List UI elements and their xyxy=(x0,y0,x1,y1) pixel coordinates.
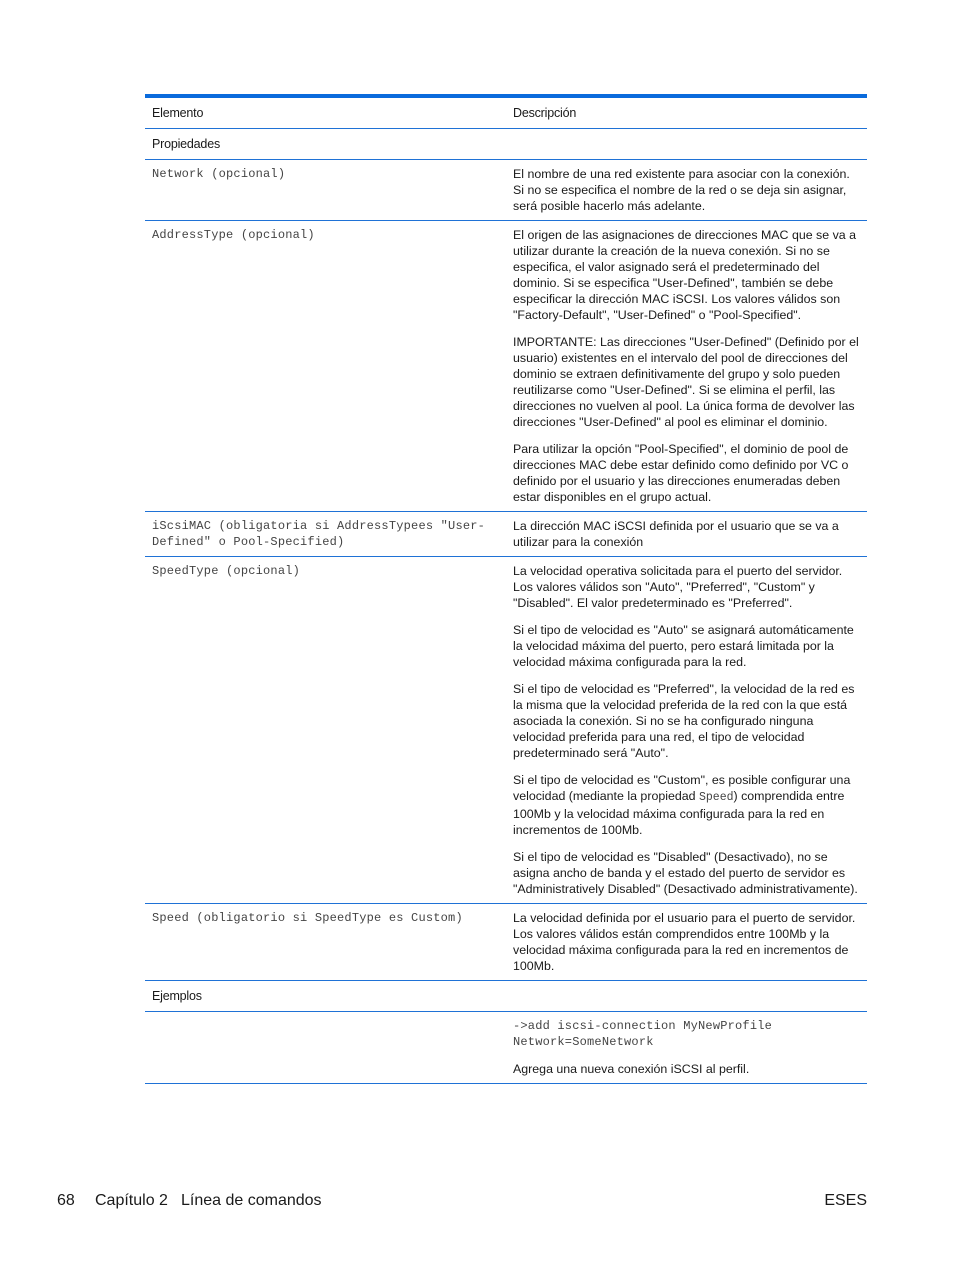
example-row xyxy=(145,1012,867,1084)
table-row xyxy=(145,160,867,221)
paragraph-text: ) comprendida entre 100Mb y la velocidad máxima configurada para la red en incrementos de 100Mb. xyxy=(513,789,845,837)
table-header-row xyxy=(145,98,867,129)
paragraph-text: Si el tipo de velocidad es "Custom", es posible configurar una velocidad (mediante la propiedad xyxy=(513,773,851,803)
item-description xyxy=(506,221,867,511)
description-paragraph: Si el tipo de velocidad es "Auto" se asignará automáticamente la velocidad máxima del puerto, pero estará limitada por la velocidad máxima configurada para la red. xyxy=(513,623,854,669)
section-title-properties: Propiedades xyxy=(152,137,220,151)
section-title-examples: Ejemplos xyxy=(152,989,202,1003)
description-paragraph: La dirección MAC iSCSI definida por el usuario que se va a utilizar para la conexión xyxy=(513,519,839,549)
example-caption: Agrega una nueva conexión iSCSI al perfil. xyxy=(513,1062,750,1076)
properties-table xyxy=(145,94,867,1084)
description-paragraph: IMPORTANTE: Las direcciones "User-Defined" (Definido por el usuario) existentes en el intervalo del pool de direcciones del dominio se extraen definitivamente del grupo y solo pueden reutilizarse como "User-Defined". Si se elimina el perfil, las direcciones no vuelven al pool. La única forma de devolver las direcciones "User-Defined" al pool es eliminar el dominio. xyxy=(513,335,859,429)
chapter-title: Línea de comandos xyxy=(181,1192,322,1209)
item-name: AddressType (opcional) xyxy=(152,228,315,242)
description-paragraph: Si el tipo de velocidad es "Disabled" (Desactivado), no se asigna ancho de banda y el estado del puerto de servidor es "Administratively Disabled" (Desactivado administrativamente). xyxy=(513,850,858,896)
column-header-element: Elemento xyxy=(152,106,204,120)
description-paragraph: Para utilizar la opción "Pool-Specified", el dominio de pool de direcciones MAC debe estar definido como definido por VC o definido por el usuario y las direcciones enumeradas deben estar disponibles en el grupo actual. xyxy=(513,442,849,504)
section-row-examples xyxy=(145,981,867,1012)
region-code: ESES xyxy=(824,1192,867,1209)
description-paragraph: La velocidad operativa solicitada para el puerto del servidor. Los valores válidos son "Auto", "Preferred", "Custom" y "Disabled". El valor predeterminado es "Preferred". xyxy=(513,564,843,610)
description-paragraph: La velocidad definida por el usuario para el puerto de servidor. Los valores válidos están comprendidos entre 100Mb y la velocidad máxima configurada para la red en incrementos de 100Mb. xyxy=(513,911,856,973)
section-row-properties xyxy=(145,129,867,160)
description-paragraph: El nombre de una red existente para asociar con la conexión. Si no se especifica el nombre de la red o se deja sin asignar, será posible hacerlo más adelante. xyxy=(513,167,850,213)
page-number: 68 xyxy=(57,1192,75,1209)
item-description xyxy=(506,512,867,556)
item-description xyxy=(506,904,867,980)
inline-code-speed: Speed xyxy=(698,791,734,804)
description-paragraph xyxy=(513,772,860,838)
item-name: Speed (obligatorio si SpeedType es Custom) xyxy=(152,911,463,925)
item-name: Network (opcional) xyxy=(152,167,286,181)
example-content xyxy=(506,1012,867,1083)
item-name: SpeedType (opcional) xyxy=(152,564,301,578)
chapter-label: Capítulo 2 xyxy=(95,1192,168,1209)
example-command: ->add iscsi-connection MyNewProfile Network=SomeNetwork xyxy=(513,1019,780,1049)
item-description xyxy=(506,557,867,903)
table-row xyxy=(145,904,867,981)
item-name: iScsiMAC (obligatoria si AddressTypees "User-Defined" o Pool-Specified) xyxy=(152,519,486,549)
table-row xyxy=(145,557,867,904)
description-paragraph: Si el tipo de velocidad es "Preferred", la velocidad de la red es la misma que la velocidad preferida de la red con la que está asociada la conexión. Si no se ha configurado ninguna velocidad preferida para una red, el tipo de velocidad predeterminado será "Auto". xyxy=(513,682,855,760)
item-description xyxy=(506,160,867,220)
description-paragraph: El origen de las asignaciones de direcciones MAC que se va a utilizar durante la creación de la nueva conexión. Si no se especifica, el valor asignado será el predeterminado del dominio. Si se especifica "User-Defined", también se debe especificar la dirección MAC iSCSI. Los valores válidos son "Factory-Default", "User-Defined" o "Pool-Specified". xyxy=(513,228,857,322)
column-header-description: Descripción xyxy=(513,106,577,120)
table-row xyxy=(145,512,867,557)
table-row xyxy=(145,221,867,512)
